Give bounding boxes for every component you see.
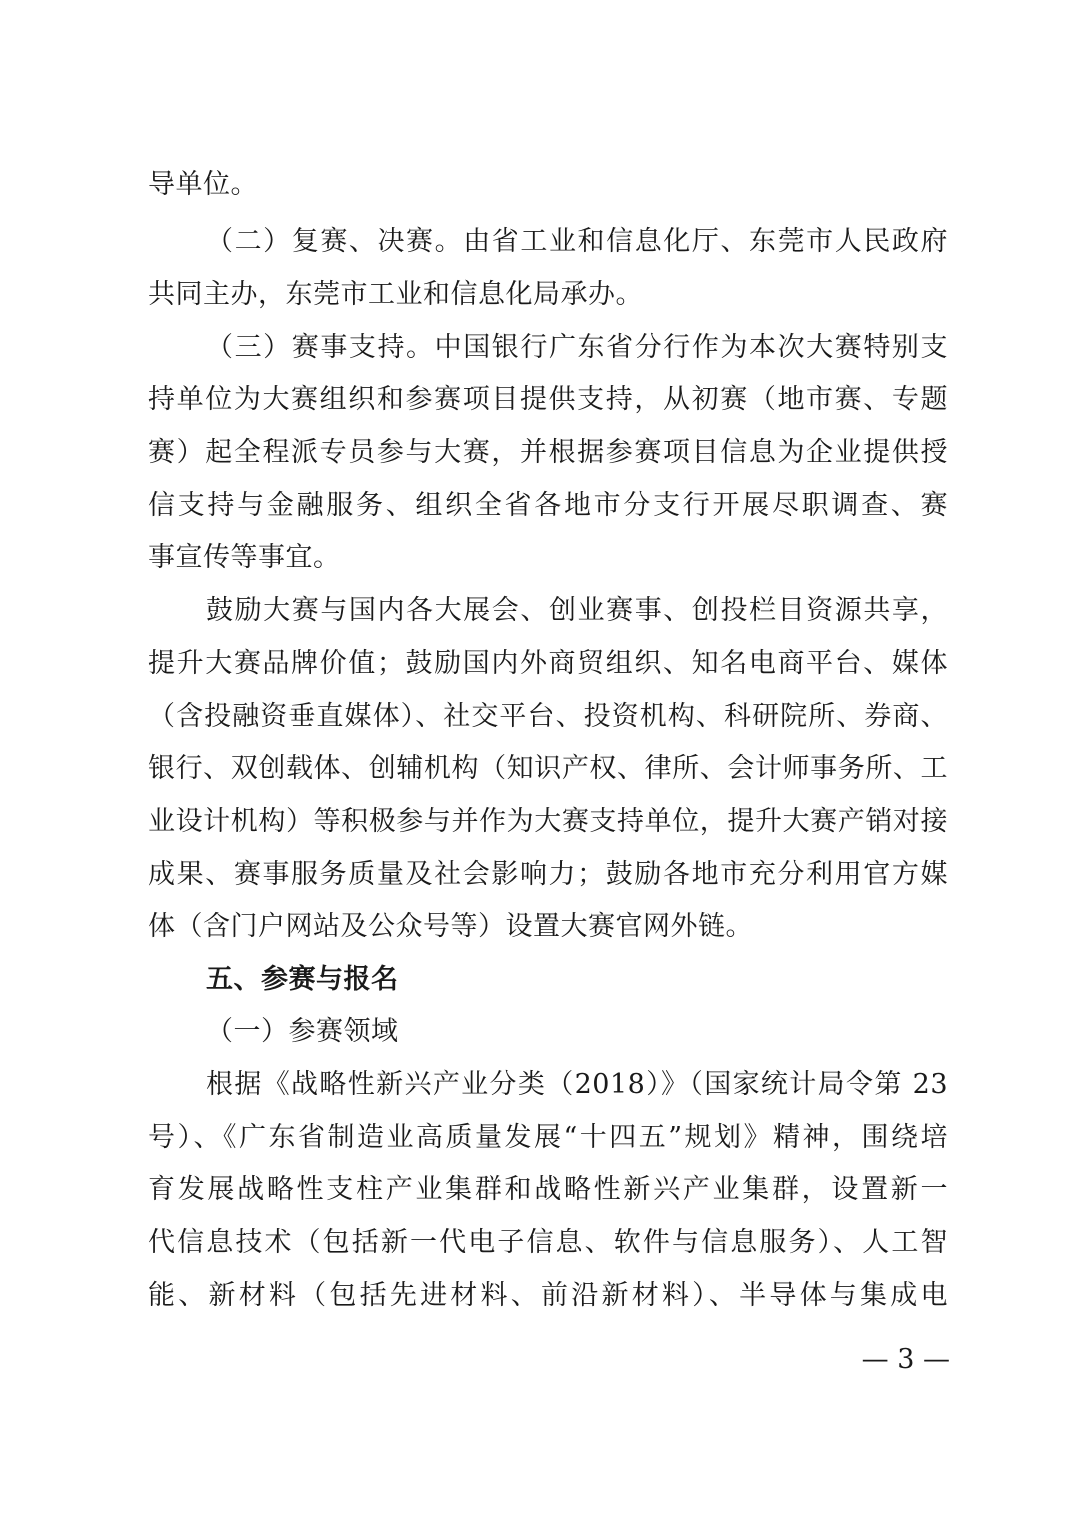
text-line: 能、新材料（包括先进材料、前沿新材料）、半导体与集成电 [148,1280,948,1311]
text-line: 号）、《广东省制造业高质量发展“十四五”规划》精神，围绕培 [148,1122,948,1153]
text-line: 赛）起全程派专员参与大赛，并根据参赛项目信息为企业提供授 [148,437,948,468]
section-2-paragraph: （二）复赛、决赛。由省工业和信息化厅、东莞市人民政府 [206,226,948,257]
text-line: 银行、双创载体、创辅机构（知识产权、律所、会计师事务所、工 [148,753,948,784]
text-line: （含投融资垂直媒体）、社交平台、投资机构、科研院所、券商、 [148,701,948,732]
subsection-heading: （一）参赛领域 [206,1016,399,1047]
section-3-paragraph: （三）赛事支持。中国银行广东省分行作为本次大赛特别支 [206,332,948,363]
text-line: 成果、赛事服务质量及社会影响力；鼓励各地市充分利用官方媒 [148,859,948,890]
text-line: 持单位为大赛组织和参赛项目提供支持，从初赛（地市赛、专题 [148,384,948,415]
domain-paragraph: 根据《战略性新兴产业分类（2018）》（国家统计局令第 23 [206,1069,948,1100]
page-number: — 3 — [861,1344,950,1375]
text-line: 代信息技术（包括新一代电子信息、软件与信息服务）、人工智 [148,1227,948,1258]
text-line: 信支持与金融服务、组织全省各地市分支行开展尽职调查、赛 [148,490,948,521]
text-line: 共同主办，东莞市工业和信息化局承办。 [148,279,643,310]
text-line: 业设计机构）等积极参与并作为大赛支持单位，提升大赛产销对接 [148,806,948,837]
text-line: 事宣传等事宜。 [148,542,341,573]
section-heading: 五、参赛与报名 [206,964,399,995]
text-line: 育发展战略性支柱产业集群和战略性新兴产业集群，设置新一 [148,1174,948,1205]
text-line: 提升大赛品牌价值；鼓励国内外商贸组织、知名电商平台、媒体 [148,648,948,679]
text-line: 体（含门户网站及公众号等）设置大赛官网外链。 [148,911,753,942]
encourage-paragraph: 鼓励大赛与国内各大展会、创业赛事、创投栏目资源共享， [206,595,948,626]
text-line: 导单位。 [148,169,258,200]
